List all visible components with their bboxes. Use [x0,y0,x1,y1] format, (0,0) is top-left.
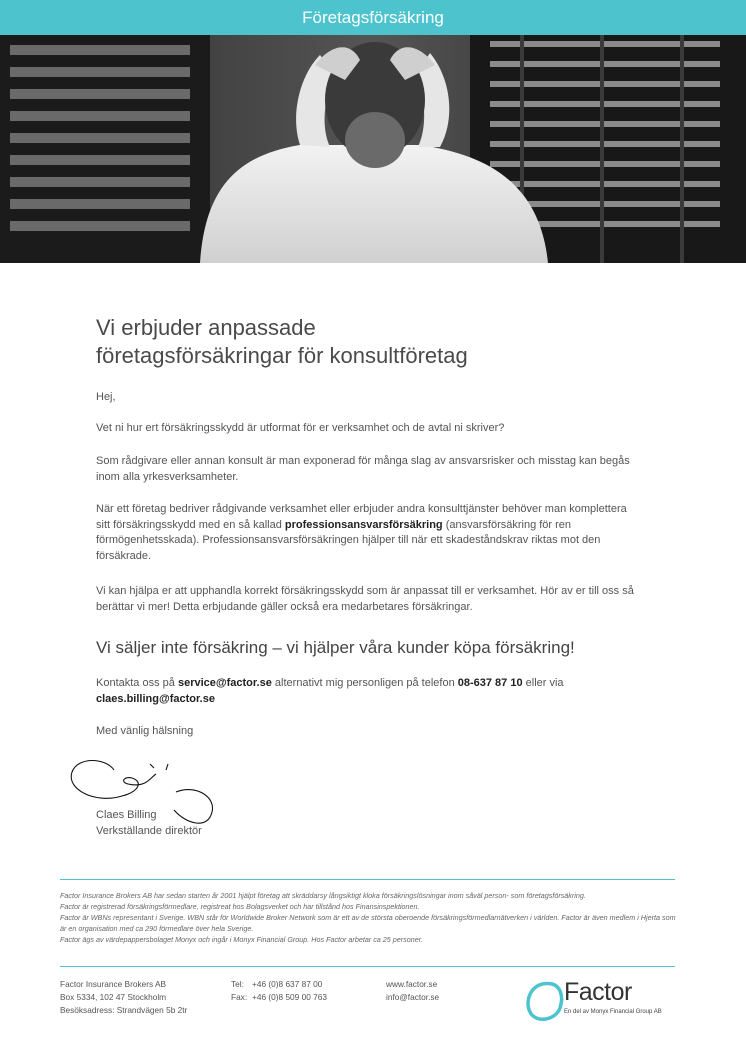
signer-title: Verkställande direktör [96,824,202,837]
contact-personal-email-link[interactable]: claes.billing@factor.se [96,692,215,705]
footer-box: Box 5334, 102 47 Stockholm [60,992,167,1002]
footer-fax: +46 (0)8 509 00 763 [252,992,327,1002]
footer-email-link[interactable]: info@factor.se [386,992,440,1002]
factor-logo-mark-icon [522,978,566,1024]
paragraph-1: Vet ni hur ert försäkringsskydd är utformat för er verksamhet och de avtal ni skriver? [96,422,505,434]
closing: Med vänlig hälsning [96,725,194,737]
letter-heading-line1: Vi erbjuder anpassade [96,315,316,340]
footer-fax-label: Fax: [231,992,248,1002]
signer-block [96,808,202,839]
disclaimer-line-4: Factor ägs av värdepappersbolaget Monyx och ingår i Monyx Financial Group. Hos Factor arbetar ca 25 personer. [60,935,423,944]
disclaimer-line-3: Factor är WBNs representant i Sverige. WBN står för Worldwide Broker Network som är ett av de största oberoende försäkringsförmedlarnätverken i världen. Factor är även medlem i Hjerta som är en organisation med ca 290 förmedlare över hela Sverige. [60,913,676,933]
factor-logo-wordmark: Factor [564,978,632,1006]
footer-phone [231,978,327,1004]
divider-top [60,879,675,880]
hero-photo [0,35,746,263]
footer-address [60,978,187,1017]
page-banner-title: Företagsförsäkring [0,0,746,35]
footer-company: Factor Insurance Brokers AB [60,979,167,989]
contact-paragraph [96,676,636,707]
letter-heading [96,314,656,370]
factor-logo [522,978,682,1024]
paragraph-3-bold-term: professionsansvarsförsäkring [284,518,443,531]
contact-text-a: Kontakta oss på [96,677,178,689]
paragraph-2: Som rådgivare eller annan konsult är man exponerad för många slag av ansvarsrisker och misstag kan begås inom alla yrkesverksamheter. [96,455,630,483]
divider-bottom [60,966,675,967]
signer-name: Claes Billing [96,809,157,821]
company-disclaimer [60,890,682,945]
contact-email-link[interactable]: service@factor.se [177,677,272,689]
footer-visit-address: Besöksadress: Strandvägen 5b 2tr [60,1005,188,1015]
paragraph-3-text-a: När ett företag bedriver rådgivande verksamhet eller erbjuder andra konsulttjänster behöver man komplettera sitt försäkringsskydd med en så kallad [96,503,627,531]
factor-logo-tagline: En del av Monyx Financial Group AB [564,1009,662,1015]
footer-web [386,978,439,1004]
disclaimer-line-1: Factor Insurance Brokers AB har sedan starten år 2001 hjälpt företag att skräddarsy långsiktigt kloka försäkringslösningar inom såväl person- som företagsförsäkring. [60,891,586,900]
paragraph-3-text-b: (ansvarsförsäkring för ren förmögenhetsskada). Professionsansvarsförsäkringen hjälper till när ett skadeståndskrav riktas mot den försäkrade. [96,518,601,562]
disclaimer-line-2: Factor är registrerad försäkringsförmedlare, registreat hos Bolagsverket och har tillstånd hos Finansinspektionen. [60,902,420,911]
contact-text-b: alternativt mig personligen på telefon [271,677,458,689]
paragraph-4: Vi kan hjälpa er att upphandla korrekt försäkringsskydd som är anpassat till er verksamhet. Hör av er till oss så berättar vi mer! Detta erbjudande gäller också era medarbetares försäkringar. [96,585,634,613]
paragraph-3 [96,502,636,564]
greeting: Hej, [96,391,116,403]
contact-phone[interactable]: 08-637 87 10 [457,677,523,689]
footer-tel-label: Tel: [231,979,244,989]
contact-text-c: eller via [522,677,564,689]
letter-heading-line2: företagsförsäkringar för konsultföretag [96,343,468,368]
footer-tel[interactable]: +46 (0)8 637 87 00 [252,979,323,989]
slogan-subheading: Vi säljer inte försäkring – vi hjälper våra kunder köpa försäkring! [96,638,575,657]
footer-website-link[interactable]: www.factor.se [386,979,438,989]
